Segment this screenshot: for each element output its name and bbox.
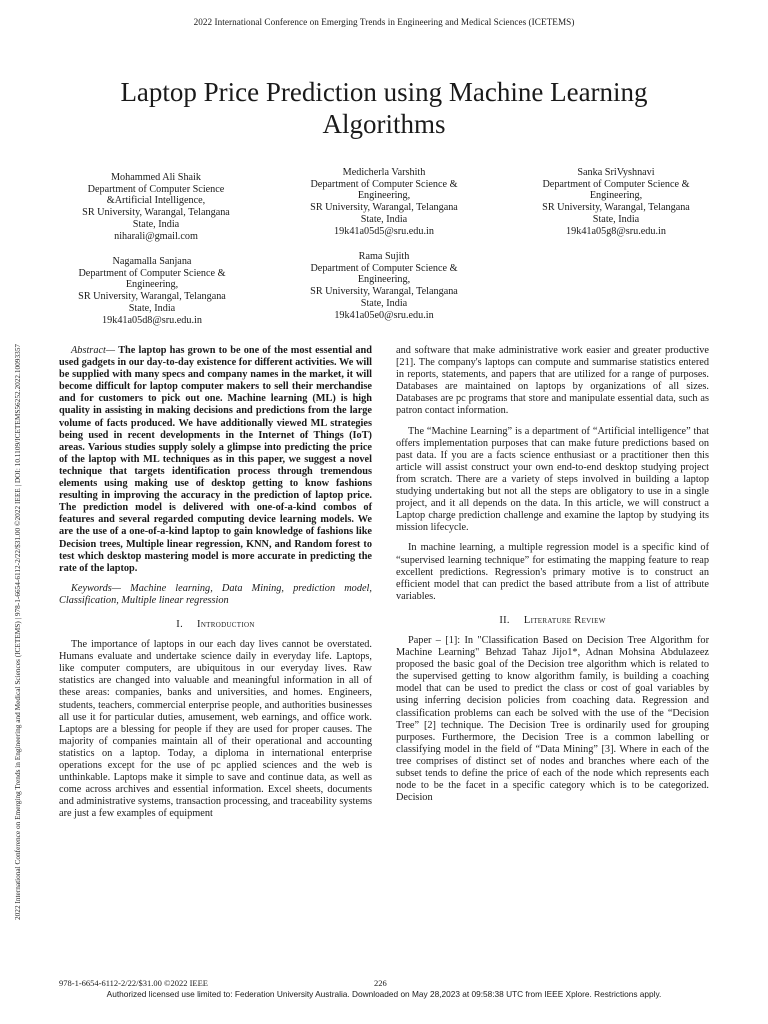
author-block (518, 167, 714, 237)
abstract (59, 345, 372, 575)
author-affiliation: Engineering, (589, 190, 643, 202)
keywords-label: Keywords— (71, 582, 121, 594)
author-affiliation: Department of Computer Science & (78, 267, 226, 279)
author-affiliation: SR University, Warangal, Telangana (542, 202, 690, 214)
page-number: 226 (374, 978, 387, 988)
author-name: Nagamalla Sanjana (112, 256, 192, 267)
author-name: Medicherla Varshith (342, 167, 426, 178)
body-paragraph: In machine learning, a multiple regression model is a specific kind of “supervised learning technique” for estimating the mapping feature to reap excellent predictions. Regression's primary motive is to construct an efficient model that can predict the based attribute from a list of attribute variables. (396, 542, 709, 602)
keywords-text: Machine learning, Data Mining, prediction model, Classification, Multiple linear regression (59, 582, 372, 606)
section-heading-literature-review (396, 615, 709, 627)
author-affiliation: Department of Computer Science & (310, 262, 458, 274)
author-affiliation: State, India (132, 218, 180, 230)
author-email: niharali@gmail.com (114, 230, 198, 242)
body-paragraph: The “Machine Learning” is a department of “Artificial intelligence” that offers implementation purposes that can make future predictions based on past data. If you are a facts science enthusiast or a practitioner then this article will assist construct your own end-to-end desktop studying project from scratch. There are a variety of steps involved in building a laptop studying undertaking but not all the steps are obligatory to use in a single project, and it all depends on the data. In this article, we will construct a Laptop charge prediction challenge and examine the laptop by studying its mission lifecycle. (396, 425, 709, 534)
author-affiliation: State, India (592, 213, 640, 225)
paper-title (40, 76, 728, 140)
author-affiliation: SR University, Warangal, Telangana (310, 286, 458, 298)
section-number: I. (176, 618, 184, 630)
intro-paragraph: The importance of laptops in our each day lives cannot be overstated. Humans evaluate and undertake science daily in everyday life. Laptops, like computer computers, are ubiquitous in our everyday lives. Raw statistics are changed into valuable and meaningful information in all of these areas: companies, banks and universities, and homes. Engineers, students, teachers, commercial enterprise people, and authorities businesses all use it for particular duties, amusement, web earnings, and office work. Laptops are a blessing for people if they are used for proper causes. The majority of companies maintain all of their operational and accounting statistics on a laptop. Today, a diploma in international enterprise operations except for the use of pc applied sciences and the web is unthinkable. Laptops make it simple to save and continue data, as well as come across archives and essential information. Excel sheets, documents and administrative systems, transaction processing, and traceability systems are just a few examples of equipment (59, 639, 372, 820)
section-number: II. (499, 614, 510, 626)
conference-header: 2022 International Conference on Emerging Trends in Engineering and Medical Sciences (ICETEMS) (193, 17, 575, 27)
section-title: Introduction (197, 618, 255, 630)
author-block (52, 256, 252, 326)
author-affiliation: Engineering, (125, 279, 179, 291)
author-affiliation: State, India (360, 297, 408, 309)
author-name: Rama Sujith (358, 251, 410, 262)
author-affiliation: SR University, Warangal, Telangana (310, 202, 458, 214)
author-email: 19k41a05d5@sru.edu.in (334, 225, 434, 237)
author-affiliation: SR University, Warangal, Telangana (82, 207, 230, 219)
author-affiliation: &Artificial Intelligence, (106, 195, 206, 207)
author-email: 19k41a05d8@sru.edu.in (102, 314, 202, 326)
author-affiliation: State, India (128, 302, 176, 314)
title-line-2: Algorithms (322, 109, 446, 139)
license-notice: Authorized licensed use limited to: Federation University Australia. Downloaded on May 28,2023 at 09:58:38 UTC from IEEE Xplore. Restrictions apply. (106, 989, 662, 999)
section-heading-introduction (59, 619, 372, 631)
author-affiliation: Department of Computer Science & (310, 178, 458, 190)
author-name: Mohammed Ali Shaik (111, 172, 201, 183)
author-affiliation: Department of Computer Science (87, 183, 225, 195)
literature-paragraph: Paper – [1]: In "Classification Based on Decision Tree Algorithm for Machine Learning" Behzad Tahaz Jijo1*, Adnan Mohsina Abdulazeez proposed the basic goal of the Decision tree algorithm which is related to the supervised getting to know algorithm family, is building a coaching model that can be used to predict the class or cost of goal variables by using inferring decision policies from coaching data. Regression and classification problems can each be solved with the use of the “Decision Tree” [2] technique. The Decision Tree is ordinarily used for grouping purposes. Furthermore, the Decision Tree is a common labelling or classifying model in the field of “Data Mining” [3]. Where in each of the tree comprises of distinct set of nodes and branches where each of the subset tends to define the price of each of the node which represents each node to be the facet in a specific category which is to be categorized. Decision (396, 634, 709, 804)
author-affiliation: Engineering, (357, 190, 411, 202)
author-block (286, 167, 482, 237)
abstract-text: The laptop has grown to be one of the most essential and used gadgets in our day-to-day existence for different activities. We will be supplied with many specs and company names in the market, it will become difficult for laptop computer makers to sell their merchandise and for customers to pick out one. Machine learning (ML) is high quality in assisting in making decisions and predictions from the large volume of facts produced. We have additionally viewed ML strategies being used in recent developments in the Internet of Things (IoT) areas. Various studies supply solely a glimpse into predicting the price of the laptop with ML techniques as in this paper, we suggest a novel technique that targets identification process through tremendous elements using making use of desktop getting to know fashions resulting in improving the accuracy in the prediction of laptop price. The prediction model is delivered with one-of-a-kind combos of features and several regarded computing device learning models. We are the use of a one-of-a-kind laptop to gain knowledge of fashions like Decision trees, Multiple linear regression, KNN, and Random forest to test which desktop mastering model is more accurate in predicting the rate of the laptop. (59, 345, 372, 574)
author-affiliation: SR University, Warangal, Telangana (78, 291, 226, 303)
left-column (59, 345, 372, 820)
doi-side-note: 2022 International Conference on Emerging Trends in Engineering and Medical Sciences (ICETEMS) | 978-1-6654-6112-2/22/$31.00 ©2022 IEEE | DOI: 10.1109/ICETEMS56252.2022.10093357 (13, 343, 22, 920)
section-title: Literature Review (523, 614, 606, 626)
right-column (396, 345, 709, 804)
author-email: 19k41a05e0@sru.edu.in (334, 309, 434, 321)
author-block (56, 172, 256, 242)
author-affiliation: Engineering, (357, 274, 411, 286)
body-paragraph: and software that make administrative work easier and greater productive [21]. The company's laptops can compute and summarise statistics entered in reports, statements, and papers that are utilized for a range of purposes. Databases are maintained on laptops by organizations of all sizes. Databases are pc programs that store and manipulate essential data, such as patron contact information. (396, 345, 709, 417)
copyright-line: 978-1-6654-6112-2/22/$31.00 ©2022 IEEE (59, 978, 208, 988)
author-affiliation: State, India (360, 213, 408, 225)
author-affiliation: Department of Computer Science & (542, 178, 690, 190)
author-block (286, 251, 482, 321)
author-email: 19k41a05g8@sru.edu.in (566, 225, 666, 237)
abstract-label: Abstract— (71, 345, 116, 356)
keywords (59, 583, 372, 607)
title-line-1: Laptop Price Prediction using Machine Learning (120, 77, 648, 107)
author-name: Sanka SriVyshnavi (577, 167, 655, 178)
